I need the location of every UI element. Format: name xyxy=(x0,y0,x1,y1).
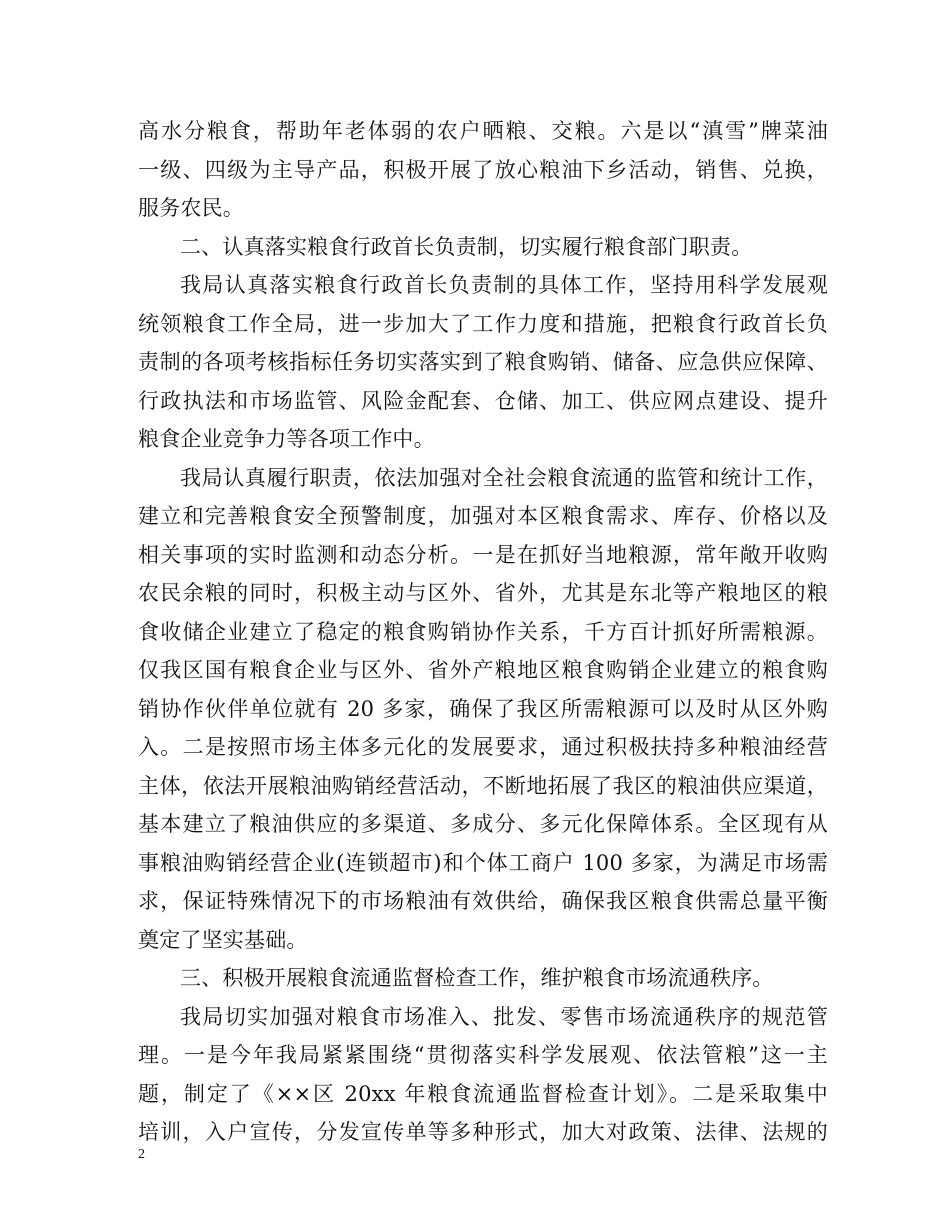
text-line: 服务农民。 xyxy=(138,196,244,220)
document-body xyxy=(138,112,828,1152)
text-line: 食收储企业建立了稳定的粮食购销协作关系，千方百计抓好所需粮源。 xyxy=(138,619,828,644)
text-line: 统领粮食工作全局，进一步加大了工作力度和措施，把粮食行政首长负 xyxy=(138,311,828,336)
text-line: 基本建立了粮油供应的多渠道、多成分、多元化保障体系。全区现有从 xyxy=(138,812,828,836)
text-line: 理。一是今年我局紧紧围绕“贯彻落实科学发展观、依法管粮”这一主 xyxy=(138,1043,828,1067)
text-line: 一级、四级为主导产品，积极开展了放心粮油下乡活动，销售、兑换， xyxy=(138,157,828,182)
text-line: 我局认真落实粮食行政首长负责制的具体工作，坚持用科学发展观 xyxy=(180,273,828,297)
text-line: 责制的各项考核指标任务切实落实到了粮食购销、储备、应急供应保障、 xyxy=(138,350,828,374)
text-line: 粮食企业竞争力等各项工作中。 xyxy=(138,427,435,451)
text-line: 二、认真落实粮食行政首长负责制，切实履行粮食部门职责。 xyxy=(180,234,753,259)
page-number: 2 xyxy=(138,1147,145,1162)
text-line: 求，保证特殊情况下的市场粮油有效供给，确保我区粮食供需总量平衡 xyxy=(138,889,828,913)
text-line: 建立和完善粮食安全预警制度，加强对本区粮食需求、库存、价格以及 xyxy=(138,504,828,528)
text-line: 行政执法和市场监管、风险金配套、仓储、加工、供应网点建设、提升 xyxy=(138,388,828,413)
text-line: 相关事项的实时监测和动态分析。一是在抓好当地粮源，常年敞开收购 xyxy=(138,542,828,567)
text-line: 三、积极开展粮食流通监督检查工作，维护粮食市场流通秩序。 xyxy=(180,966,774,990)
text-line: 销协作伙伴单位就有 20 多家，确保了我区所需粮源可以及时从区外购 xyxy=(138,696,828,721)
text-line: 主体，依法开展粮油购销经营活动，不断地拓展了我区的粮油供应渠道， xyxy=(138,773,828,798)
text-line: 仅我区国有粮食企业与区外、省外产粮地区粮食购销企业建立的粮食购 xyxy=(138,658,828,682)
text-line: 我局切实加强对粮食市场准入、批发、零售市场流通秩序的规范管 xyxy=(180,1004,828,1029)
text-line: 培训，入户宣传，分发宣传单等多种形式，加大对政策、法律、法规的 xyxy=(138,1120,828,1144)
text-line: 事粮油购销经营企业(连锁超市)和个体工商户 100 多家，为满足市场需 xyxy=(138,850,828,875)
text-line: 我局认真履行职责，依法加强对全社会粮食流通的监管和统计工作， xyxy=(180,465,828,490)
text-line: 奠定了坚实基础。 xyxy=(138,927,308,952)
text-line: 农民余粮的同时，积极主动与区外、省外，尤其是东北等产粮地区的粮 xyxy=(138,581,828,605)
text-line: 题，制定了《××区 20xx 年粮食流通监督检查计划》。二是采取集中 xyxy=(138,1081,828,1106)
text-line: 入。二是按照市场主体多元化的发展要求，通过积极扶持多种粮油经营 xyxy=(138,735,828,759)
text-line: 高水分粮食，帮助年老体弱的农户晒粮、交粮。六是以“滇雪”牌菜油 xyxy=(138,119,828,143)
